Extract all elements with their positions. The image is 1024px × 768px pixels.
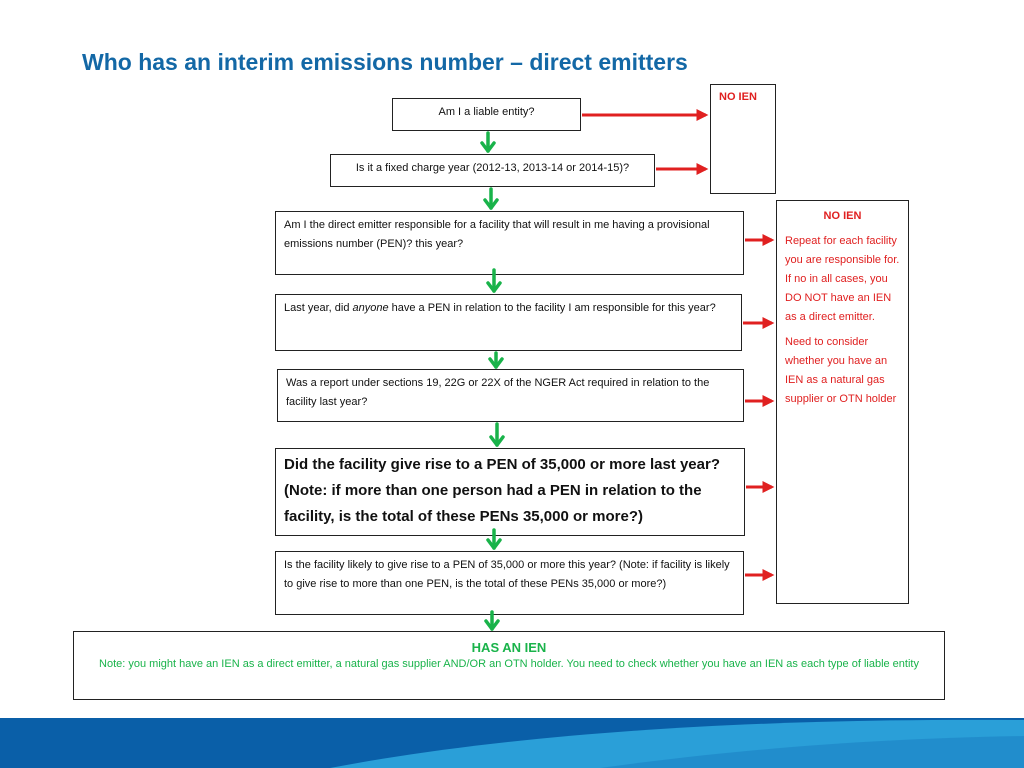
question-text: Is the facility likely to give rise to a PEN of 35,000 or more this year? (Note: if facility is likely to give rise to more than one PEN, is the total of these PENs 35,000 or more?) (284, 559, 730, 590)
question-text: Is it a fixed charge year (2012-13, 2013-14 or 2014-15)? (355, 162, 630, 174)
question-text-start: Last year, did (284, 302, 353, 314)
page-title: Who has an interim emissions number – direct emitters (82, 49, 688, 75)
yes-arrow (485, 189, 497, 208)
question-text-emphasis: anyone (352, 302, 389, 314)
question-text-end: have a PEN in relation to the facility I am responsible for this year? (388, 302, 716, 314)
yes-arrow (488, 270, 500, 291)
yes-arrow (488, 530, 500, 548)
yes-arrow (486, 612, 498, 629)
no-ien-panel-heading: NO IEN (823, 210, 862, 222)
question-text: Am I a liable entity? (438, 106, 535, 118)
yes-arrow (491, 424, 503, 445)
yes-arrow (482, 133, 494, 151)
no-ien-label: NO IEN (719, 91, 757, 103)
yes-arrow (490, 353, 502, 367)
has-ien-note: Note: you might have an IEN as a direct emitter, a natural gas supplier AND/OR an OTN holder. You need to check whether you have an IEN as each type of liable entity (99, 658, 919, 670)
question-text: Did the facility give rise to a PEN of 35,000 or more last year? (Note: if more than one person had a PEN in relation to the facility, is the total of these PENs 35,000 or more?) (284, 456, 720, 525)
has-ien-heading: HAS AN IEN (471, 640, 547, 655)
question-text: Am I the direct emitter responsible for a facility that will result in me having a provisional emissions number (PEN)? this year? (284, 219, 710, 250)
question-text: Was a report under sections 19, 22G or 22X of the NGER Act required in relation to the facility last year? (286, 377, 710, 408)
no-ien-panel-repeat-text: Repeat for each facility you are responsible for. If no in all cases, you DO NOT have an IEN as a direct emitter. (785, 235, 900, 323)
no-ien-panel-consider-text: Need to consider whether you have an IEN as a natural gas supplier or OTN holder (785, 336, 897, 405)
footer-wave (0, 718, 1024, 768)
